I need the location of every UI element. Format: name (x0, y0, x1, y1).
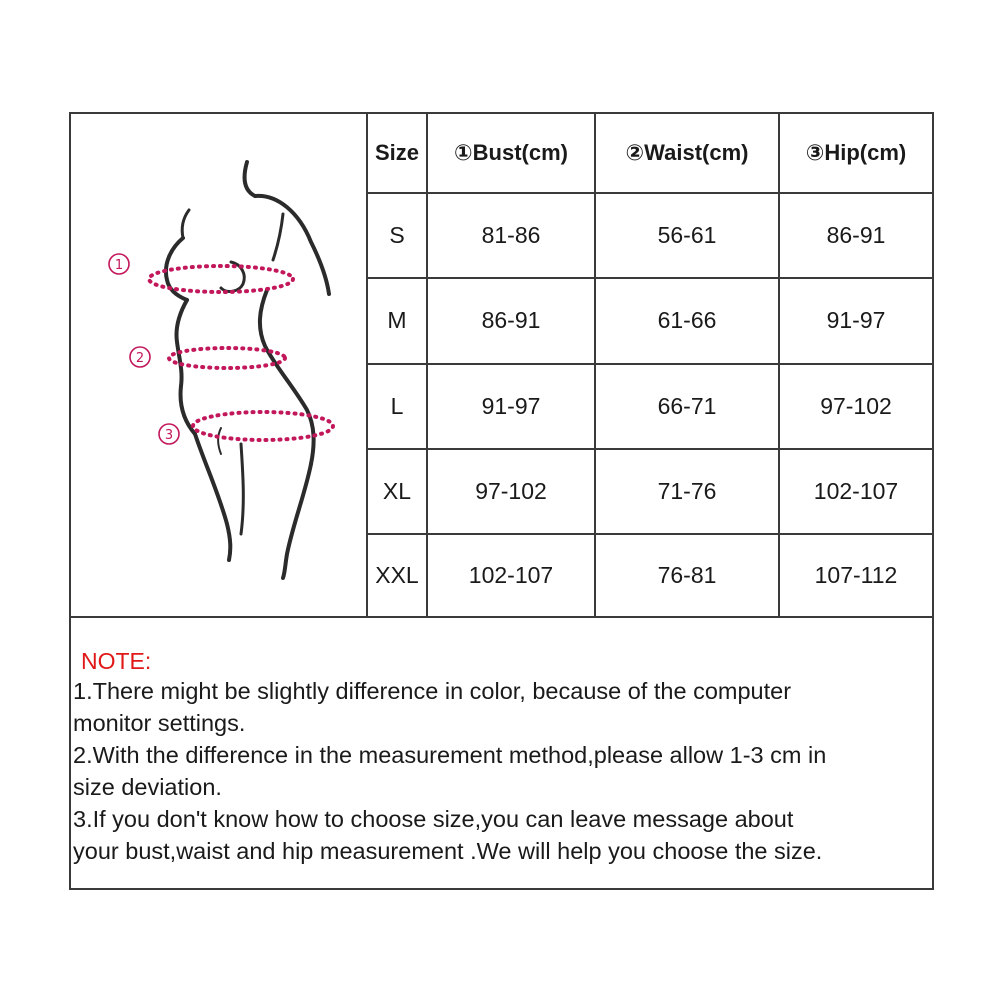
waist-marker-digit: 2 (135, 351, 145, 366)
table-row (368, 193, 932, 278)
table-row (368, 534, 932, 616)
waist-cell: 71-76 (595, 449, 779, 534)
header-hip: ③Hip(cm) (779, 114, 932, 193)
note-line: your bust,waist and hip measurement .We will help you choose the size. (73, 838, 823, 864)
size-cell: S (368, 193, 427, 278)
note-title: NOTE: (81, 648, 152, 674)
header-waist: ②Waist(cm) (595, 114, 779, 193)
hip-cell: 107-112 (779, 534, 932, 616)
hip-cell: 97-102 (779, 364, 932, 449)
table-header-row (368, 114, 932, 193)
note-line: size deviation. (73, 774, 222, 800)
hip-marker-digit: 3 (164, 428, 174, 443)
bust-cell: 97-102 (427, 449, 595, 534)
bust-marker-digit: 1 (114, 258, 124, 273)
bust-cell: 86-91 (427, 278, 595, 363)
note-line: 3.If you don't know how to choose size,you can leave message about (73, 806, 794, 832)
table-row (368, 364, 932, 449)
hip-cell: 91-97 (779, 278, 932, 363)
header-bust: ①Bust(cm) (427, 114, 595, 193)
body-figure-panel (71, 114, 368, 616)
note-line: 2.With the difference in the measurement method,please allow 1-3 cm in (73, 742, 827, 768)
bust-cell: 102-107 (427, 534, 595, 616)
table-row (368, 278, 932, 363)
note-section (71, 616, 932, 888)
body-figure-illustration (71, 114, 368, 616)
header-size: Size (368, 114, 427, 193)
size-cell: XL (368, 449, 427, 534)
size-table (368, 114, 932, 616)
bust-cell: 91-97 (427, 364, 595, 449)
size-chart-frame (69, 112, 934, 890)
note-line: 1.There might be slightly difference in color, because of the computer (73, 678, 792, 704)
hip-cell: 102-107 (779, 449, 932, 534)
size-cell: L (368, 364, 427, 449)
table-row (368, 449, 932, 534)
hip-cell: 86-91 (779, 193, 932, 278)
bust-cell: 81-86 (427, 193, 595, 278)
note-line: monitor settings. (73, 710, 246, 736)
waist-cell: 66-71 (595, 364, 779, 449)
size-cell: M (368, 278, 427, 363)
waist-cell: 76-81 (595, 534, 779, 616)
size-cell: XXL (368, 534, 427, 616)
waist-cell: 61-66 (595, 278, 779, 363)
waist-cell: 56-61 (595, 193, 779, 278)
